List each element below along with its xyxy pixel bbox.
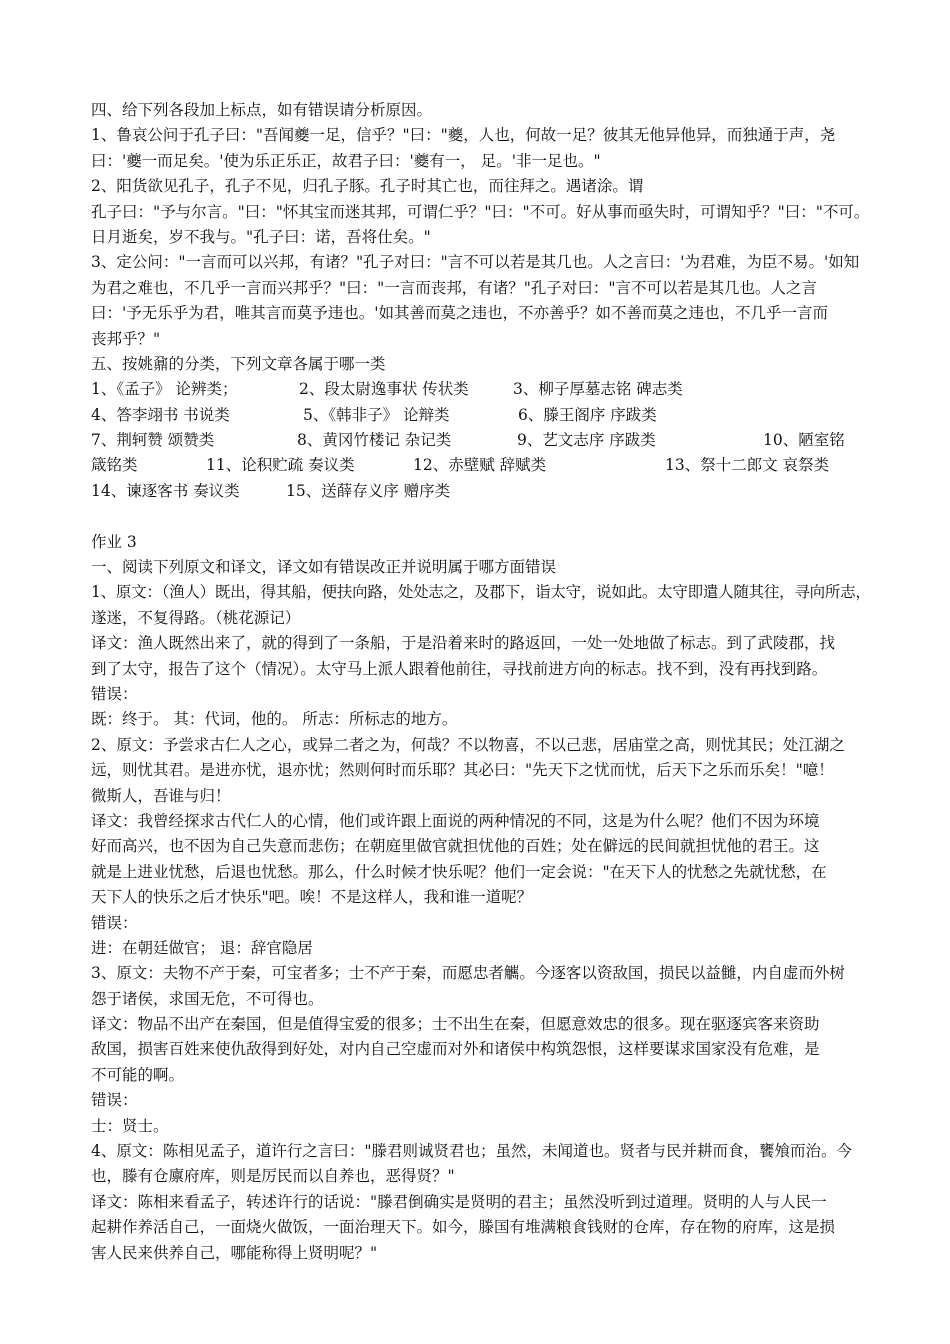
original-text-line: 怨于诸侯，求国无危，不可得也。 (91, 989, 324, 1008)
original-text-line: 微斯人，吾谁与归！ (91, 786, 231, 805)
correction-line: 既：终于。 其：代词，他的。 所志：所标志的地方。 (91, 710, 458, 729)
translation-line: 译文：物品不出产在秦国，但是值得宝爱的很多；士不出生在秦，但愿意效忠的很多。现在驱逐宾客来资助 (91, 1015, 820, 1034)
translation-line: 到了太守，报告了这个（情况）。太守马上派人跟着他前往，寻找前进方向的标志。找不到，没有再找到路。 (91, 659, 828, 678)
error-label: 错误： (91, 913, 138, 932)
translation-line: 译文：陈相来看孟子，转述许行的话说："滕君倒确实是贤明的君主；虽然没听到过道理。贤明的人与人民一 (91, 1192, 827, 1211)
paragraph-line: 曰：'予无乐乎为君，唯其言而莫予违也。'如其善而莫之违也，不亦善乎？如不善而莫之违也，不几乎一言而 (91, 304, 829, 323)
classification-item: 10、陋室铭 (763, 431, 845, 450)
translation-line: 好而高兴，也不因为自己失意而悲伤；在朝庭里做官就担忧他的百姓；处在僻远的民间就担忧他的君王。这 (91, 837, 820, 856)
classification-row (91, 403, 871, 428)
error-label: 错误： (91, 1091, 138, 1110)
classification-item: 7、荆轲赞 颂赞类 (91, 431, 215, 450)
original-text-line: 1、原文：（渔人）既出，得其船，便扶向路，处处志之，及郡下，诣太守，说如此。太守即遣人随其往，寻向所志， (91, 583, 871, 602)
classification-item: 8、黄冈竹楼记 杂记类 (297, 431, 452, 450)
paragraph-line: 孔子曰："予与尔言。"曰："怀其宝而迷其邦，可谓仁乎？"曰："不可。好从事而亟失时，可谓知乎？"曰："不可。 (91, 202, 870, 221)
classification-item: 12、赤壁赋 辞赋类 (413, 456, 547, 475)
translation-line: 敌国，损害百姓来使仇敌得到好处，对内自己空虚而对外和诸侯中构筑怨恨，这样要谋求国家没有危难，是 (91, 1040, 820, 1059)
translation-line: 译文：渔人既然出来了，就的得到了一条船，于是沿着来时的路返回，一处一处地做了标志。到了武陵郡，找 (91, 634, 836, 653)
classification-item: 3、柳子厚墓志铭 碑志类 (513, 380, 683, 399)
classification-item: 9、艺文志序 序跋类 (517, 431, 656, 450)
classification-item: 箴铭类 (91, 456, 138, 475)
original-text-line: 3、原文：夫物不产于秦，可宝者多；士不产于秦，而愿忠者觽。今逐客以资敌国，损民以益雠，内自虚而外树 (91, 964, 845, 983)
homework-title: 作业 3 (91, 532, 137, 551)
section-4-heading: 四、给下列各段加上标点，如有错误请分析原因。 (91, 101, 433, 119)
translation-line: 译文：我曾经探求古代仁人的心情，他们或许跟上面说的两种情况的不同，这是为什么呢？他们不因为环境 (91, 811, 820, 830)
document-page (91, 98, 871, 1266)
classification-item: 4、答李翊书 书说类 (91, 405, 230, 424)
original-text-line: 4、原文：陈相见孟子，道许行之言曰："滕君则诚贤君也；虽然，未闻道也。贤者与民并耕而食，饔飧而治。今 (91, 1142, 852, 1161)
translation-line: 就是上进业忧愁，后退也忧愁。那么，什么时候才快乐呢？他们一定会说："在天下人的忧愁之先就忧愁，在 (91, 862, 827, 881)
classification-row (91, 428, 871, 453)
classification-item: 15、送薛存义序 赠序类 (286, 481, 451, 500)
paragraph-line: 日月逝矣，岁不我与。"孔子曰：诺，吾将仕矣。" (91, 227, 431, 246)
classification-item: 14、谏逐客书 奏议类 (91, 481, 240, 500)
translation-line: 害人民来供养自己，哪能称得上贤明呢？" (91, 1243, 378, 1262)
classification-item: 1、《孟子》 论辨类； (91, 380, 238, 399)
correction-line: 士：贤士。 (91, 1116, 169, 1135)
classification-item: 5、《韩非子》 论辩类 (303, 405, 450, 424)
error-label: 错误： (91, 684, 138, 703)
original-text-line: 遂迷，不复得路。（桃花源记） (91, 608, 301, 627)
paragraph-line: 3、定公问："一言而可以兴邦，有诸？"孔子对曰："言不可以若是其几也。人之言曰：'为君难，为臣不易。'如知 (91, 253, 860, 272)
classification-item: 13、祭十二郎文 哀祭类 (665, 456, 830, 475)
paragraph-line: 2、阳货欲见孔子，孔子不见，归孔子豚。孔子时其亡也，而往拜之。遇诸涂。谓 (91, 177, 644, 196)
paragraph-line: 1、鲁哀公问于孔子曰："吾闻夔一足，信乎？"曰："夔，人也，何故一足？彼其无他异他异，而独通于声，尧 (91, 126, 836, 145)
original-text-line: 远，则忧其君。是进亦忧，退亦忧；然则何时而乐耶？其必曰："先天下之忧而忧，后天下之乐而乐矣！"噫！ (91, 761, 834, 780)
correction-line: 进：在朝廷做官； 退：辞官隐居 (91, 938, 313, 957)
classification-row (91, 479, 871, 504)
classification-row (91, 377, 871, 402)
original-text-line: 2、原文：予尝求古仁人之心，或异二者之为，何哉？不以物喜，不以己悲，居庙堂之高，则忧其民；处江湖之 (91, 735, 845, 754)
homework-heading: 一、阅读下列原文和译文，译文如有错误改正并说明属于哪方面错误 (91, 558, 557, 577)
translation-line: 不可能的啊。 (91, 1065, 185, 1084)
paragraph-line: 曰：'夔一而足矣。'使为乐正乐正，故君子曰：'夔有一， 足。'非一足也。" (91, 151, 601, 170)
translation-line: 天下人的快乐之后才快乐"吧。唉！不是这样人，我和谁一道呢？ (91, 888, 533, 907)
translation-line: 起耕作养活自己，一面烧火做饭，一面治理天下。如今，滕国有堆满粮食钱财的仓库，存在物的府库，这是损 (91, 1218, 836, 1237)
paragraph-line: 丧邦乎？" (91, 329, 161, 348)
classification-item: 11、论积贮疏 奏议类 (206, 456, 355, 475)
paragraph-line: 为君之难也，不几乎一言而兴邦乎？"曰："一言而丧邦，有诸？"孔子对曰："言不可以若是其几也。人之言 (91, 278, 818, 297)
classification-item: 2、段太尉逸事状 传状类 (299, 380, 469, 399)
original-text-line: 也，滕有仓廪府库，则是厉民而以自养也，恶得贤？" (91, 1167, 455, 1186)
section-5-heading: 五、按姚鼐的分类，下列文章各属于哪一类 (91, 354, 386, 373)
classification-item: 6、滕王阁序 序跋类 (518, 405, 657, 424)
classification-row (91, 453, 871, 478)
